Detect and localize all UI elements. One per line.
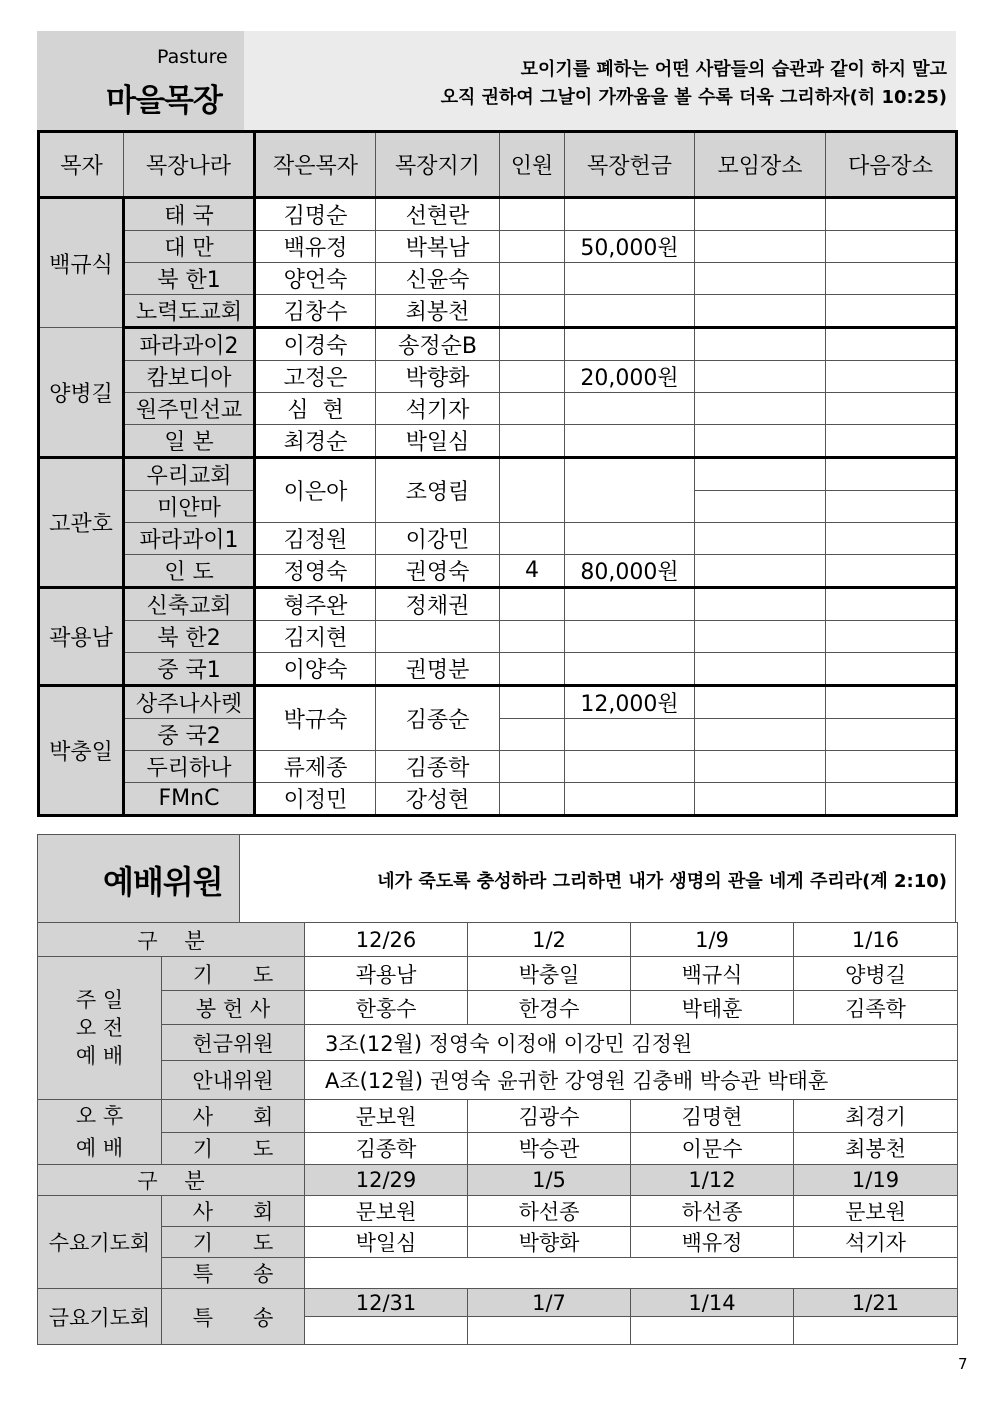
country-cell: 파라과이1 xyxy=(124,523,255,555)
verse-line-2: 오직 권하여 그날이 가까움을 볼 수록 더욱 그리하자(히 10:25) xyxy=(440,87,947,108)
count-cell xyxy=(500,621,565,653)
role-label: 안내위원 xyxy=(162,1061,305,1100)
offering-cell xyxy=(565,328,695,361)
count-cell xyxy=(500,295,565,328)
offering-cell xyxy=(565,393,695,425)
name-cell: 백규식 xyxy=(631,957,794,991)
date-cell: 12/26 xyxy=(305,923,468,957)
role-label: 사 회 xyxy=(162,1100,305,1133)
keeper-cell: 송정순B xyxy=(376,328,500,361)
next-place-cell xyxy=(826,393,957,425)
next-place-cell xyxy=(826,523,957,555)
table-row xyxy=(38,991,958,1025)
table-row xyxy=(38,1132,958,1165)
offering-cell xyxy=(565,458,695,523)
sunday-pm-label xyxy=(38,1100,162,1165)
small-leader-cell: 고정은 xyxy=(255,361,376,393)
role-label: 특 송 xyxy=(162,1258,305,1289)
place-cell xyxy=(695,653,826,686)
count-cell xyxy=(500,458,565,523)
country-cell: 노력도교회 xyxy=(124,295,255,328)
sunday-pm-line: 오 후 xyxy=(75,1104,124,1128)
next-place-cell xyxy=(826,686,957,719)
place-cell xyxy=(695,328,826,361)
table-row xyxy=(39,653,957,686)
name-cell: 곽용남 xyxy=(305,957,468,991)
count-cell xyxy=(500,719,565,751)
col-header: 목장헌금 xyxy=(565,132,695,198)
small-leader-cell: 박규숙 xyxy=(255,686,376,751)
table-row xyxy=(39,523,957,555)
date-cell: 1/7 xyxy=(468,1289,631,1317)
small-leader-cell: 백유정 xyxy=(255,231,376,263)
page-number: 7 xyxy=(958,1355,968,1373)
table-row xyxy=(38,1258,958,1289)
date-cell: 12/29 xyxy=(305,1165,468,1196)
role-label: 기 도 xyxy=(162,1132,305,1165)
place-cell xyxy=(695,491,826,523)
keeper-cell: 선현란 xyxy=(376,198,500,231)
place-cell xyxy=(695,588,826,621)
table-row xyxy=(39,458,957,491)
role-label: 사 회 xyxy=(162,1196,305,1227)
special-song-cell xyxy=(305,1258,958,1289)
small-leader-cell: 이정민 xyxy=(255,783,376,816)
count-cell xyxy=(500,361,565,393)
name-cell xyxy=(305,1317,468,1345)
sunday-pm-line: 예 배 xyxy=(75,1136,124,1160)
dates-row xyxy=(38,1165,958,1196)
next-place-cell xyxy=(826,491,957,523)
table-row xyxy=(39,231,957,263)
name-cell: 백유정 xyxy=(631,1227,794,1258)
name-cell: 한경수 xyxy=(468,991,631,1025)
country-cell: 인 도 xyxy=(124,555,255,588)
country-cell: 미얀마 xyxy=(124,491,255,523)
page-title: 마을목장 xyxy=(106,83,222,119)
table-row xyxy=(39,783,957,816)
name-cell: 문보원 xyxy=(305,1196,468,1227)
small-leader-cell: 이경숙 xyxy=(255,328,376,361)
small-leader-cell: 김명순 xyxy=(255,198,376,231)
keeper-cell: 권명분 xyxy=(376,653,500,686)
offering-cell xyxy=(565,653,695,686)
small-leader-cell: 심 현 xyxy=(255,393,376,425)
place-cell xyxy=(695,393,826,425)
wednesday-label: 수요기도회 xyxy=(38,1196,162,1289)
leader-cell: 백규식 xyxy=(39,198,124,328)
table-row xyxy=(39,295,957,328)
dates-row xyxy=(38,1289,958,1317)
offering-cell xyxy=(565,295,695,328)
table-row xyxy=(38,1061,958,1100)
date-cell: 1/9 xyxy=(631,923,794,957)
small-leader-cell: 이양숙 xyxy=(255,653,376,686)
keeper-cell: 박일심 xyxy=(376,425,500,458)
offering-cell xyxy=(565,621,695,653)
next-place-cell xyxy=(826,588,957,621)
place-cell xyxy=(695,425,826,458)
offering-cell xyxy=(565,263,695,295)
count-cell xyxy=(500,588,565,621)
date-cell: 1/14 xyxy=(631,1289,794,1317)
next-place-cell xyxy=(826,719,957,751)
next-place-cell xyxy=(826,783,957,816)
next-place-cell xyxy=(826,263,957,295)
table-row xyxy=(39,621,957,653)
name-cell: 박태훈 xyxy=(631,991,794,1025)
country-cell: 두리하나 xyxy=(124,751,255,783)
name-cell: 박충일 xyxy=(468,957,631,991)
col-header: 다음장소 xyxy=(826,132,957,198)
small-leader-cell: 양언숙 xyxy=(255,263,376,295)
country-cell: 대 만 xyxy=(124,231,255,263)
name-cell: 한홍수 xyxy=(305,991,468,1025)
offering-cell xyxy=(565,425,695,458)
name-cell: 박향화 xyxy=(468,1227,631,1258)
table-row xyxy=(38,1100,958,1133)
count-cell xyxy=(500,783,565,816)
place-cell xyxy=(695,783,826,816)
table-row xyxy=(39,361,957,393)
gubun-label: 구 분 xyxy=(38,1165,305,1196)
date-cell: 1/16 xyxy=(794,923,958,957)
role-label: 헌금위원 xyxy=(162,1025,305,1061)
place-cell xyxy=(695,295,826,328)
offering-cell: 80,000원 xyxy=(565,555,695,588)
offering-cell: 12,000원 xyxy=(565,686,695,719)
keeper-cell: 김종학 xyxy=(376,751,500,783)
table-row xyxy=(39,686,957,719)
country-cell: 태 국 xyxy=(124,198,255,231)
table-row xyxy=(38,1025,958,1061)
count-cell xyxy=(500,653,565,686)
next-place-cell xyxy=(826,751,957,783)
table-row xyxy=(39,555,957,588)
keeper-cell: 박복남 xyxy=(376,231,500,263)
gubun-label: 구 분 xyxy=(38,923,305,957)
table-row xyxy=(39,588,957,621)
date-cell: 1/21 xyxy=(794,1289,958,1317)
name-cell: 김명현 xyxy=(631,1100,794,1133)
role-label: 특 송 xyxy=(162,1289,305,1345)
leader-cell: 곽용남 xyxy=(39,588,124,686)
count-cell xyxy=(500,328,565,361)
keeper-cell: 조영림 xyxy=(376,458,500,523)
role-label: 기 도 xyxy=(162,957,305,991)
sunday-am-line: 오 전 xyxy=(75,1016,124,1040)
next-place-cell xyxy=(826,231,957,263)
next-place-cell xyxy=(826,198,957,231)
count-cell xyxy=(500,751,565,783)
verse-line-1: 모이기를 폐하는 어떤 사람들의 습관과 같이 하지 말고 xyxy=(520,59,947,80)
next-place-cell xyxy=(826,458,957,491)
country-cell: 우리교회 xyxy=(124,458,255,491)
offering-cell xyxy=(565,588,695,621)
table-row xyxy=(39,393,957,425)
name-cell: 하선종 xyxy=(631,1196,794,1227)
pasture-label: Pasture xyxy=(157,46,228,68)
next-place-cell xyxy=(826,425,957,458)
date-cell: 1/19 xyxy=(794,1165,958,1196)
country-cell: 캄보디아 xyxy=(124,361,255,393)
name-cell xyxy=(468,1317,631,1345)
role-label: 기 도 xyxy=(162,1227,305,1258)
count-cell xyxy=(500,198,565,231)
leader-cell: 고관호 xyxy=(39,458,124,588)
next-place-cell xyxy=(826,653,957,686)
table-row xyxy=(38,957,958,991)
offering-cell: 50,000원 xyxy=(565,231,695,263)
place-cell xyxy=(695,361,826,393)
keeper-cell: 박향화 xyxy=(376,361,500,393)
country-cell: 상주나사렛 xyxy=(124,686,255,719)
count-cell xyxy=(500,263,565,295)
table-row xyxy=(39,198,957,231)
leader-cell: 양병길 xyxy=(39,328,124,458)
worship-table xyxy=(37,922,958,1345)
country-cell: 신축교회 xyxy=(124,588,255,621)
dates-row xyxy=(38,923,958,957)
col-header: 모임장소 xyxy=(695,132,826,198)
name-cell: 이문수 xyxy=(631,1132,794,1165)
count-cell xyxy=(500,425,565,458)
keeper-cell: 권영숙 xyxy=(376,555,500,588)
count-cell xyxy=(500,686,565,719)
col-header: 인원 xyxy=(500,132,565,198)
count-cell: 4 xyxy=(500,555,565,588)
sunday-am-line: 예 배 xyxy=(75,1044,124,1068)
table-row xyxy=(39,328,957,361)
offering-cell xyxy=(565,719,695,751)
country-cell: 일 본 xyxy=(124,425,255,458)
next-place-cell xyxy=(826,295,957,328)
date-cell: 12/31 xyxy=(305,1289,468,1317)
keeper-cell: 정채권 xyxy=(376,588,500,621)
keeper-cell: 석기자 xyxy=(376,393,500,425)
name-cell xyxy=(631,1317,794,1345)
date-cell: 1/2 xyxy=(468,923,631,957)
next-place-cell xyxy=(826,621,957,653)
place-cell xyxy=(695,621,826,653)
country-cell: 북 한1 xyxy=(124,263,255,295)
country-cell: 중 국2 xyxy=(124,719,255,751)
place-cell xyxy=(695,719,826,751)
sunday-am-label xyxy=(38,957,162,1100)
guide-team: A조(12월) 권영숙 윤귀한 강영원 김충배 박승관 박태훈 xyxy=(305,1061,958,1100)
name-cell: 박승관 xyxy=(468,1132,631,1165)
place-cell xyxy=(695,231,826,263)
small-leader-cell: 김지현 xyxy=(255,621,376,653)
count-cell xyxy=(500,523,565,555)
count-cell xyxy=(500,393,565,425)
worship-title: 예배위원 xyxy=(103,863,223,901)
country-cell: 파라과이2 xyxy=(124,328,255,361)
name-cell: 문보원 xyxy=(305,1100,468,1133)
table-row xyxy=(39,263,957,295)
place-cell xyxy=(695,263,826,295)
next-place-cell xyxy=(826,555,957,588)
country-cell: 원주민선교 xyxy=(124,393,255,425)
name-cell: 최봉천 xyxy=(794,1132,958,1165)
friday-label: 금요기도회 xyxy=(38,1289,162,1345)
col-header: 목자 xyxy=(39,132,124,198)
offering-cell xyxy=(565,751,695,783)
small-leader-cell: 류제종 xyxy=(255,751,376,783)
place-cell xyxy=(695,751,826,783)
offering-cell xyxy=(565,523,695,555)
date-cell: 1/12 xyxy=(631,1165,794,1196)
small-leader-cell: 김정원 xyxy=(255,523,376,555)
keeper-cell: 김종순 xyxy=(376,686,500,751)
col-header: 목장지기 xyxy=(376,132,500,198)
offering-cell xyxy=(565,783,695,816)
date-cell: 1/5 xyxy=(468,1165,631,1196)
sunday-am-line: 주 일 xyxy=(75,988,124,1012)
keeper-cell: 강성현 xyxy=(376,783,500,816)
col-header: 목장나라 xyxy=(124,132,255,198)
country-cell: 북 한2 xyxy=(124,621,255,653)
name-cell: 문보원 xyxy=(794,1196,958,1227)
offering-cell: 20,000원 xyxy=(565,361,695,393)
role-label: 봉 헌 사 xyxy=(162,991,305,1025)
table-row xyxy=(38,1196,958,1227)
count-cell xyxy=(500,231,565,263)
name-cell: 최경기 xyxy=(794,1100,958,1133)
name-cell xyxy=(794,1317,958,1345)
name-cell: 하선종 xyxy=(468,1196,631,1227)
small-leader-cell: 이은아 xyxy=(255,458,376,523)
usher-team: 3조(12월) 정영숙 이정애 이강민 김정원 xyxy=(305,1025,958,1061)
name-cell: 박일심 xyxy=(305,1227,468,1258)
name-cell: 김광수 xyxy=(468,1100,631,1133)
keeper-cell: 최봉천 xyxy=(376,295,500,328)
keeper-cell: 이강민 xyxy=(376,523,500,555)
keeper-cell: 신윤숙 xyxy=(376,263,500,295)
place-cell xyxy=(695,686,826,719)
pasture-table-header xyxy=(39,132,957,198)
table-row xyxy=(39,425,957,458)
country-cell: FMnC xyxy=(124,783,255,816)
next-place-cell xyxy=(826,328,957,361)
small-leader-cell: 정영숙 xyxy=(255,555,376,588)
leader-cell: 박충일 xyxy=(39,686,124,816)
next-place-cell xyxy=(826,361,957,393)
worship-verse: 네가 죽도록 충성하라 그리하면 내가 생명의 관을 네게 주리라(계 2:10) xyxy=(377,871,947,892)
place-cell xyxy=(695,555,826,588)
small-leader-cell: 김창수 xyxy=(255,295,376,328)
keeper-cell xyxy=(376,621,500,653)
pasture-table xyxy=(37,130,958,817)
small-leader-cell: 최경순 xyxy=(255,425,376,458)
country-cell: 중 국1 xyxy=(124,653,255,686)
place-cell xyxy=(695,458,826,491)
table-row xyxy=(39,751,957,783)
name-cell: 김종학 xyxy=(305,1132,468,1165)
name-cell: 김족학 xyxy=(794,991,958,1025)
name-cell: 석기자 xyxy=(794,1227,958,1258)
place-cell xyxy=(695,198,826,231)
name-cell: 양병길 xyxy=(794,957,958,991)
col-header: 작은목자 xyxy=(255,132,376,198)
place-cell xyxy=(695,523,826,555)
table-row xyxy=(38,1227,958,1258)
offering-cell xyxy=(565,198,695,231)
small-leader-cell: 형주완 xyxy=(255,588,376,621)
